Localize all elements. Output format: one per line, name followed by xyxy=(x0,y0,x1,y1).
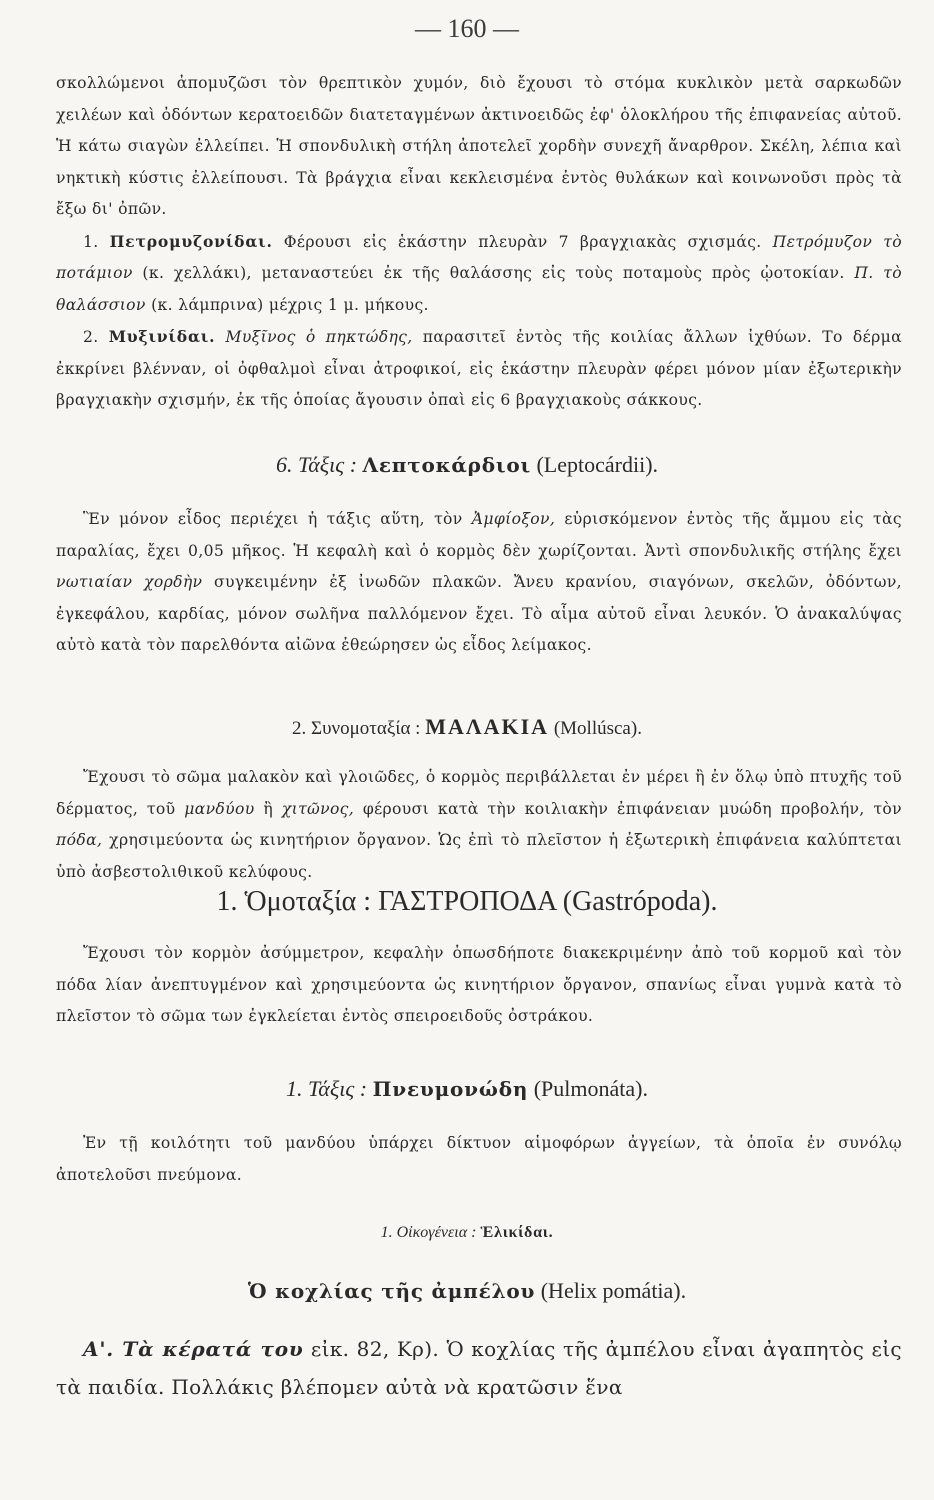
heading-label: 2. Συνομοταξία : xyxy=(292,718,421,739)
pulmonata-paragraph: Ἐν τῇ κοιλότητι τοῦ μανδύου ὑπάρχει δίκτυον αἱμοφόρων ἀγγείων, τὰ ὁποῖα ἐν συνόλῳ ἀποτελοῦσι πνεύμονα. xyxy=(56,1134,902,1184)
species-name: Πετρόμυζον τὸ ποτάμιον xyxy=(56,232,903,282)
mollusca-paragraph xyxy=(56,762,902,888)
subsection-label: Α'. Τὰ κέρατά του xyxy=(83,1337,304,1361)
paragraph-text: παρασιτεῖ ἐντὸς τῆς κοιλίας ἄλλων ἰχθύων. Το δέρμα ἐκκρίνει βλένναν, οἱ ὀφθαλμοὶ εἶναι ἀτροφικοί, εἰς ἑκάστην πλευρὰν φέρει μόνον μίαν ἐξωτερικὴν βραγχιακὴν σχισμήν, ἐκ τῆς ὁποίας ἄγουσιν ὀπαὶ εἰς 6 βραγχιακοὺς σάκκους. xyxy=(56,328,902,409)
order-pulmonata-heading xyxy=(0,1076,934,1102)
gastropoda-paragraph: Ἔχουσι τὸν κορμὸν ἀσύμμετρον, κεφαλὴν ὁπωσδήποτε διακεκριμένην ἀπὸ τοῦ κορμοῦ καὶ τὸν πόδα λίαν ἀνεπτυγμένον καὶ χρησιμεύοντα ὡς κινητήριον ὄργανον, σπανίως εἶναι γυμνὰ κατὰ τὸ πλεῖστον τὸ σῶμα των ἐγκλείεται ἐντὸς σπειροειδοῦς ὀστράκου. xyxy=(56,944,902,1025)
heading-greek-name: Ἑλικίδαι. xyxy=(480,1224,554,1241)
family-myxinidae-paragraph xyxy=(56,321,902,417)
paragraph-text: χρησιμεύοντα ὡς κινητήριον ὄργανον. Ὡς ἐπὶ τὸ πλεῖστον ἡ ἐξωτερικὴ ἐπιφάνεια καλύπτεται ὑπὸ ἀσβεστολιθικοῦ κελύφους. xyxy=(56,831,902,881)
paragraph-text: (κ. χελλάκι), μεταναστεύει ἐκ τῆς θαλάσσης εἰς τοὺς ποταμοὺς πρὸς ᾠοτοκίαν. xyxy=(132,264,855,282)
page-number: — 160 — xyxy=(415,14,519,43)
heading-greek-name: Πνευμονώδη xyxy=(372,1077,529,1101)
term-chiton: χιτῶνος, xyxy=(281,799,355,818)
paragraph-text: (κ. λάμπρινα) μέχρις 1 μ. μήκους. xyxy=(145,295,429,314)
paragraph-text: Ἔχουσι τὸ σῶμα μαλακὸν καὶ γλοιῶδες, ὁ κορμὸς περιβάλλεται ἐν μέρει ἢ ἐν ὅλῳ ὑπὸ πτυχῆς τοῦ δέρματος, τοῦ xyxy=(56,768,902,818)
heading-label: 1. Τάξις : xyxy=(286,1076,368,1101)
heading-label: 1. Οἰκογένεια : xyxy=(380,1224,477,1241)
item-number: 2. xyxy=(83,328,99,346)
helix-paragraph xyxy=(56,1330,902,1406)
paragraph-text: φέρουσι κατὰ τὴν κοιλιακὴν ἐπιφάνειαν μυώδη προβολήν, τὸν xyxy=(354,799,903,818)
heading-latin-name: (Pulmonáta). xyxy=(533,1076,648,1101)
gastropoda-section xyxy=(56,938,902,1033)
amphioxus-section xyxy=(56,504,902,662)
term-mantle: μανδύου xyxy=(184,799,255,818)
heading-greek-name: ΜΑΛΑΚΙΑ xyxy=(425,714,550,739)
heading-greek-name: Ὁ κοχλίας τῆς ἀμπέλου xyxy=(247,1279,536,1303)
species-name: Μυξῖνος ὁ πηκτώδης, xyxy=(225,328,413,346)
term-foot: πόδα, xyxy=(56,831,103,849)
heading-latin-name: (Leptocárdii). xyxy=(536,452,659,477)
heading-greek-name: Λεπτοκάρδιοι xyxy=(362,453,531,477)
intro-paragraph: σκολλώμενοι ἀπομυζῶσι τὸν θρεπτικὸν χυμόν, διὸ ἔχουσι τὸ στόμα κυκλικὸν μετὰ σαρκωδῶν χειλέων καὶ ὀδόντων κερατοειδῶν διατεταγμένων ἀκτινοειδῶς ἐφ' ὁλοκλήρου τῆς ἐπιφανείας αὐτοῦ. Ἡ κάτω σιαγὼν ἐλλείπει. Ἡ σπονδυλικὴ στήλη ἀποτελεῖ χορδὴν συνεχῆ ἄναρθρον. Σκέλη, λέπια καὶ νηκτικὴ κύστις ἐλλείπουσι. Τὰ βράγχια εἶναι κεκλεισμένα ἐντὸς θυλάκων καὶ κοινωνοῦσι πρὸς τὰ ἔξω δι' ὀπῶν. xyxy=(56,74,902,218)
amphioxus-paragraph xyxy=(56,504,902,662)
pulmonata-section xyxy=(56,1128,902,1191)
species-helix-heading xyxy=(0,1278,934,1304)
lamprey-section xyxy=(56,68,902,417)
heading-label: 6. Τάξις : xyxy=(275,452,358,477)
paragraph-text: εἰκ. 82, Κρ). Ὁ κοχλίας τῆς ἀμπέλου εἶναι ἀγαπητὸς εἰς τὰ παιδία. Πολλάκις βλέπομεν αὐτὰ νὰ κρατῶσιν ἕνα xyxy=(56,1337,902,1399)
phylum-mollusca-heading xyxy=(0,714,934,740)
paragraph-text: Φέρουσι εἰς ἑκάστην πλευρὰν 7 βραγχιακὰς σχισμάς. xyxy=(272,232,773,251)
family-title: Πετρομυζονίδαι. xyxy=(109,231,273,251)
family-title: Μυξινίδαι. xyxy=(108,327,216,346)
family-helicidae-heading xyxy=(0,1224,934,1242)
heading-latin-name: (Helix pomátia). xyxy=(540,1278,687,1303)
family-petromyzonidae-paragraph xyxy=(56,226,902,322)
class-gastropoda-heading: 1. Ὁμοταξία : ΓΑΣΤΡΟΠΟΔΑ (Gastrópoda). xyxy=(216,886,718,917)
item-number: 1. xyxy=(83,232,99,251)
helix-section xyxy=(56,1330,902,1406)
paragraph-text: Ἓν μόνον εἶδος περιέχει ἡ τάξις αὕτη, τὸν xyxy=(83,510,472,528)
species-name: Ἀμφίοξον, xyxy=(471,510,556,528)
paragraph-text: συγκειμένην ἐξ ἰνωδῶν πλακῶν. Ἄνευ κρανίου, σιαγόνων, σκελῶν, ὀδόντων, ἐγκεφάλου, καρδίας, μόνον σωλῆνα παλλόμενον ἔχει. Τὸ αἷμα αὐτοῦ εἶναι λευκόν. Ὁ ἀνακαλύψας αὐτὸ κατὰ τὸν παρελθόντα αἰῶνα ἐθεώρησεν ὡς εἶδος λείμακος. xyxy=(56,573,902,654)
species-name: Π. τὸ θαλάσσιον xyxy=(56,264,903,314)
term-notochord: νωτιαίαν χορδὴν xyxy=(56,573,203,591)
order-leptocardii-heading xyxy=(0,452,934,478)
heading-latin-name: (Mollúsca). xyxy=(553,718,642,739)
paragraph-text: ἢ xyxy=(254,799,282,818)
paragraph-text: εὑρισκόμενον ἐντὸς τῆς ἄμμου εἰς τὰς παραλίας, ἔχει 0,05 μῆκος. Ἡ κεφαλὴ καὶ ὁ κορμὸς δὲν χωρίζονται. Ἀντὶ σπονδυλικῆς στήλης ἔχει xyxy=(56,510,902,560)
mollusca-section xyxy=(56,762,902,888)
